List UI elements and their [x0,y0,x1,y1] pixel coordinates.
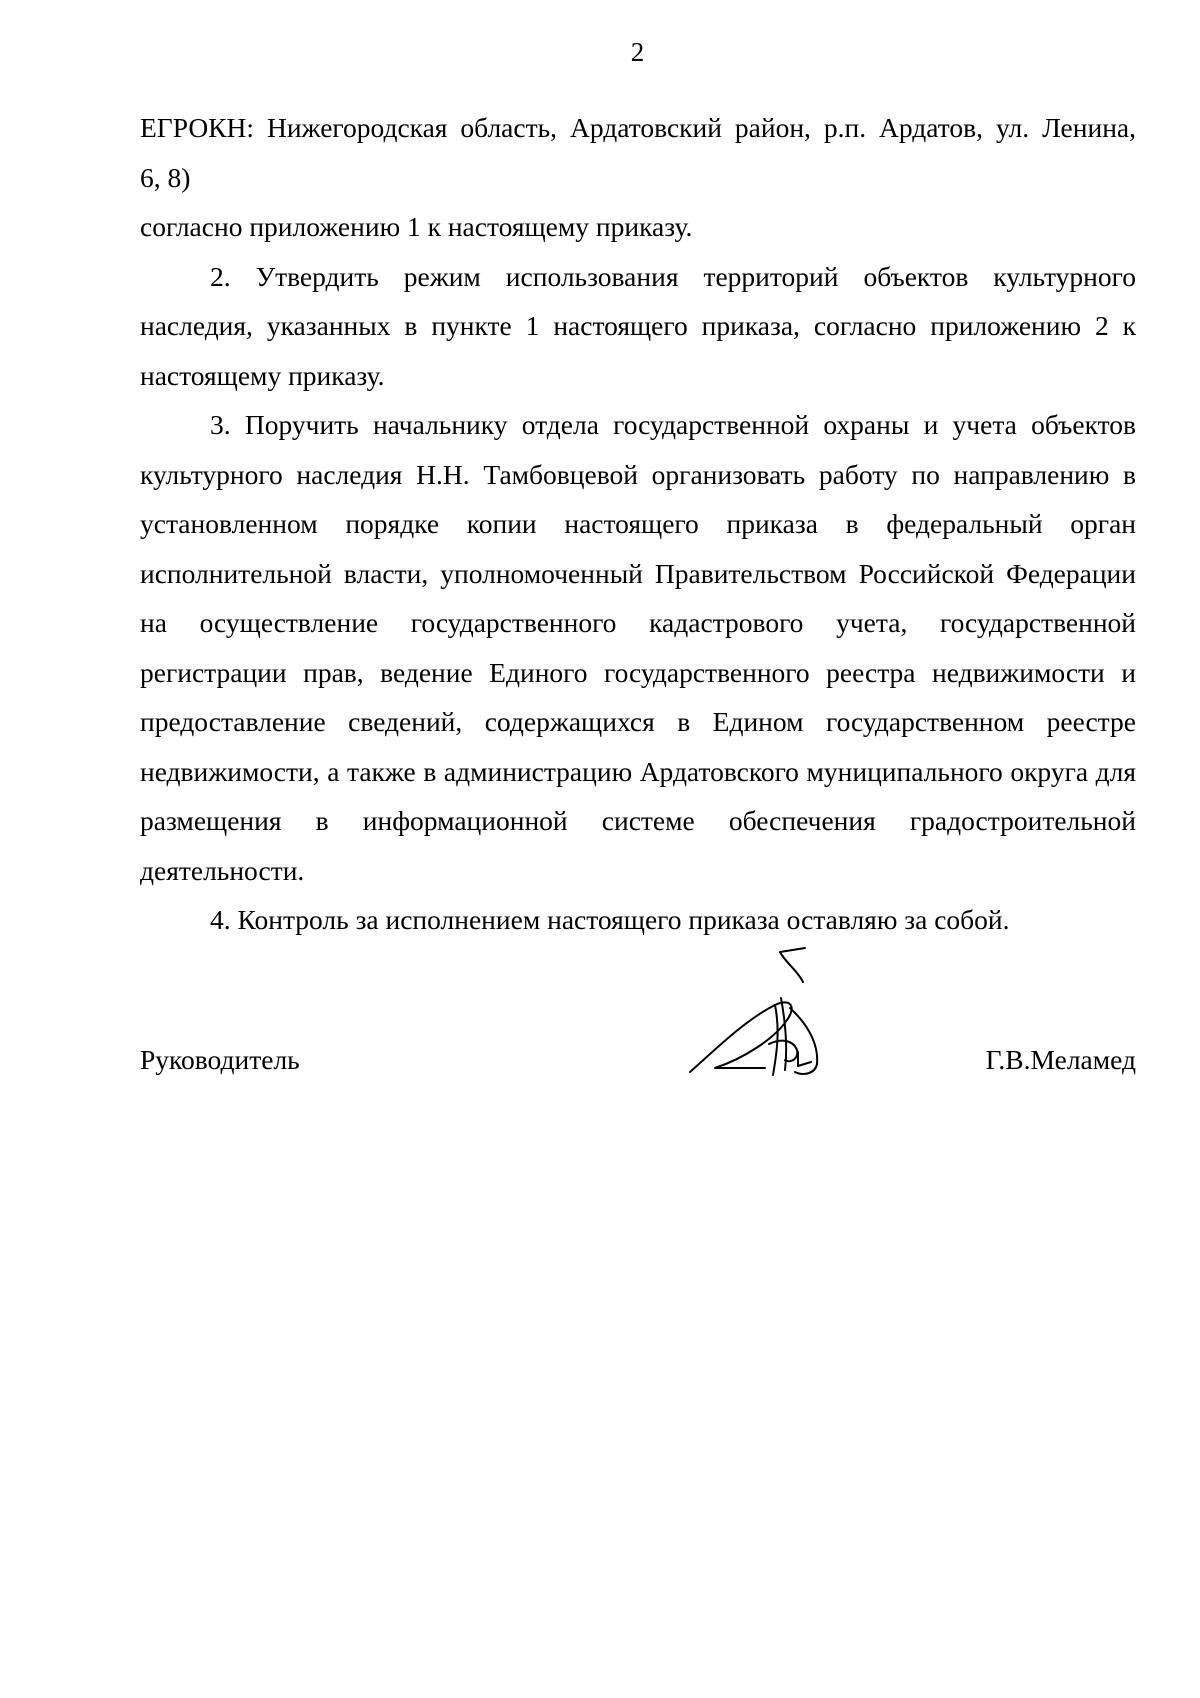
paragraph-3: 3. Поручить начальнику отдела государственной охраны и учета объектов культурного наследия Н.Н. Тамбовцевой организовать работу по направлению в установленном порядке копии настоящего приказа в федеральный орган исполнительной власти, уполномоченный Правительством Российской Федерации на осуществление государственного кадастрового учета, государственной регистрации прав, ведение Единого государственного реестра недвижимости и предоставление сведений, содержащихся в Едином государственном реестре недвижимости, а также в администрацию Ардатовского муниципального округа для размещения в информационной системе обеспечения градостроительной деятельности. [140,409,1136,886]
paragraph-4: 4. Контроль за исполнением настоящего приказа оставляю за собой. [210,904,1010,935]
address-line-1: ЕГРОКН: Нижегородская область, Ардатовский район, р.п. Ардатов, ул. Ленина, [140,112,1136,143]
page-number: 2 [630,37,645,67]
address-line-2: 6, 8) [140,161,191,193]
paragraph-2: 2. Утвердить режим использования территорий объектов культурного наследия, указанных в пункте 1 настоящего приказа, согласно приложению 2 к настоящему приказу. [140,260,1136,391]
appendix-reference: согласно приложению 1 к настоящему приказу. [140,211,693,242]
document-body [140,103,1136,945]
signer-title: Руководитель [140,1044,300,1075]
handwritten-signature [685,940,835,1090]
signer-name: Г.В.Меламед [985,1044,1136,1075]
